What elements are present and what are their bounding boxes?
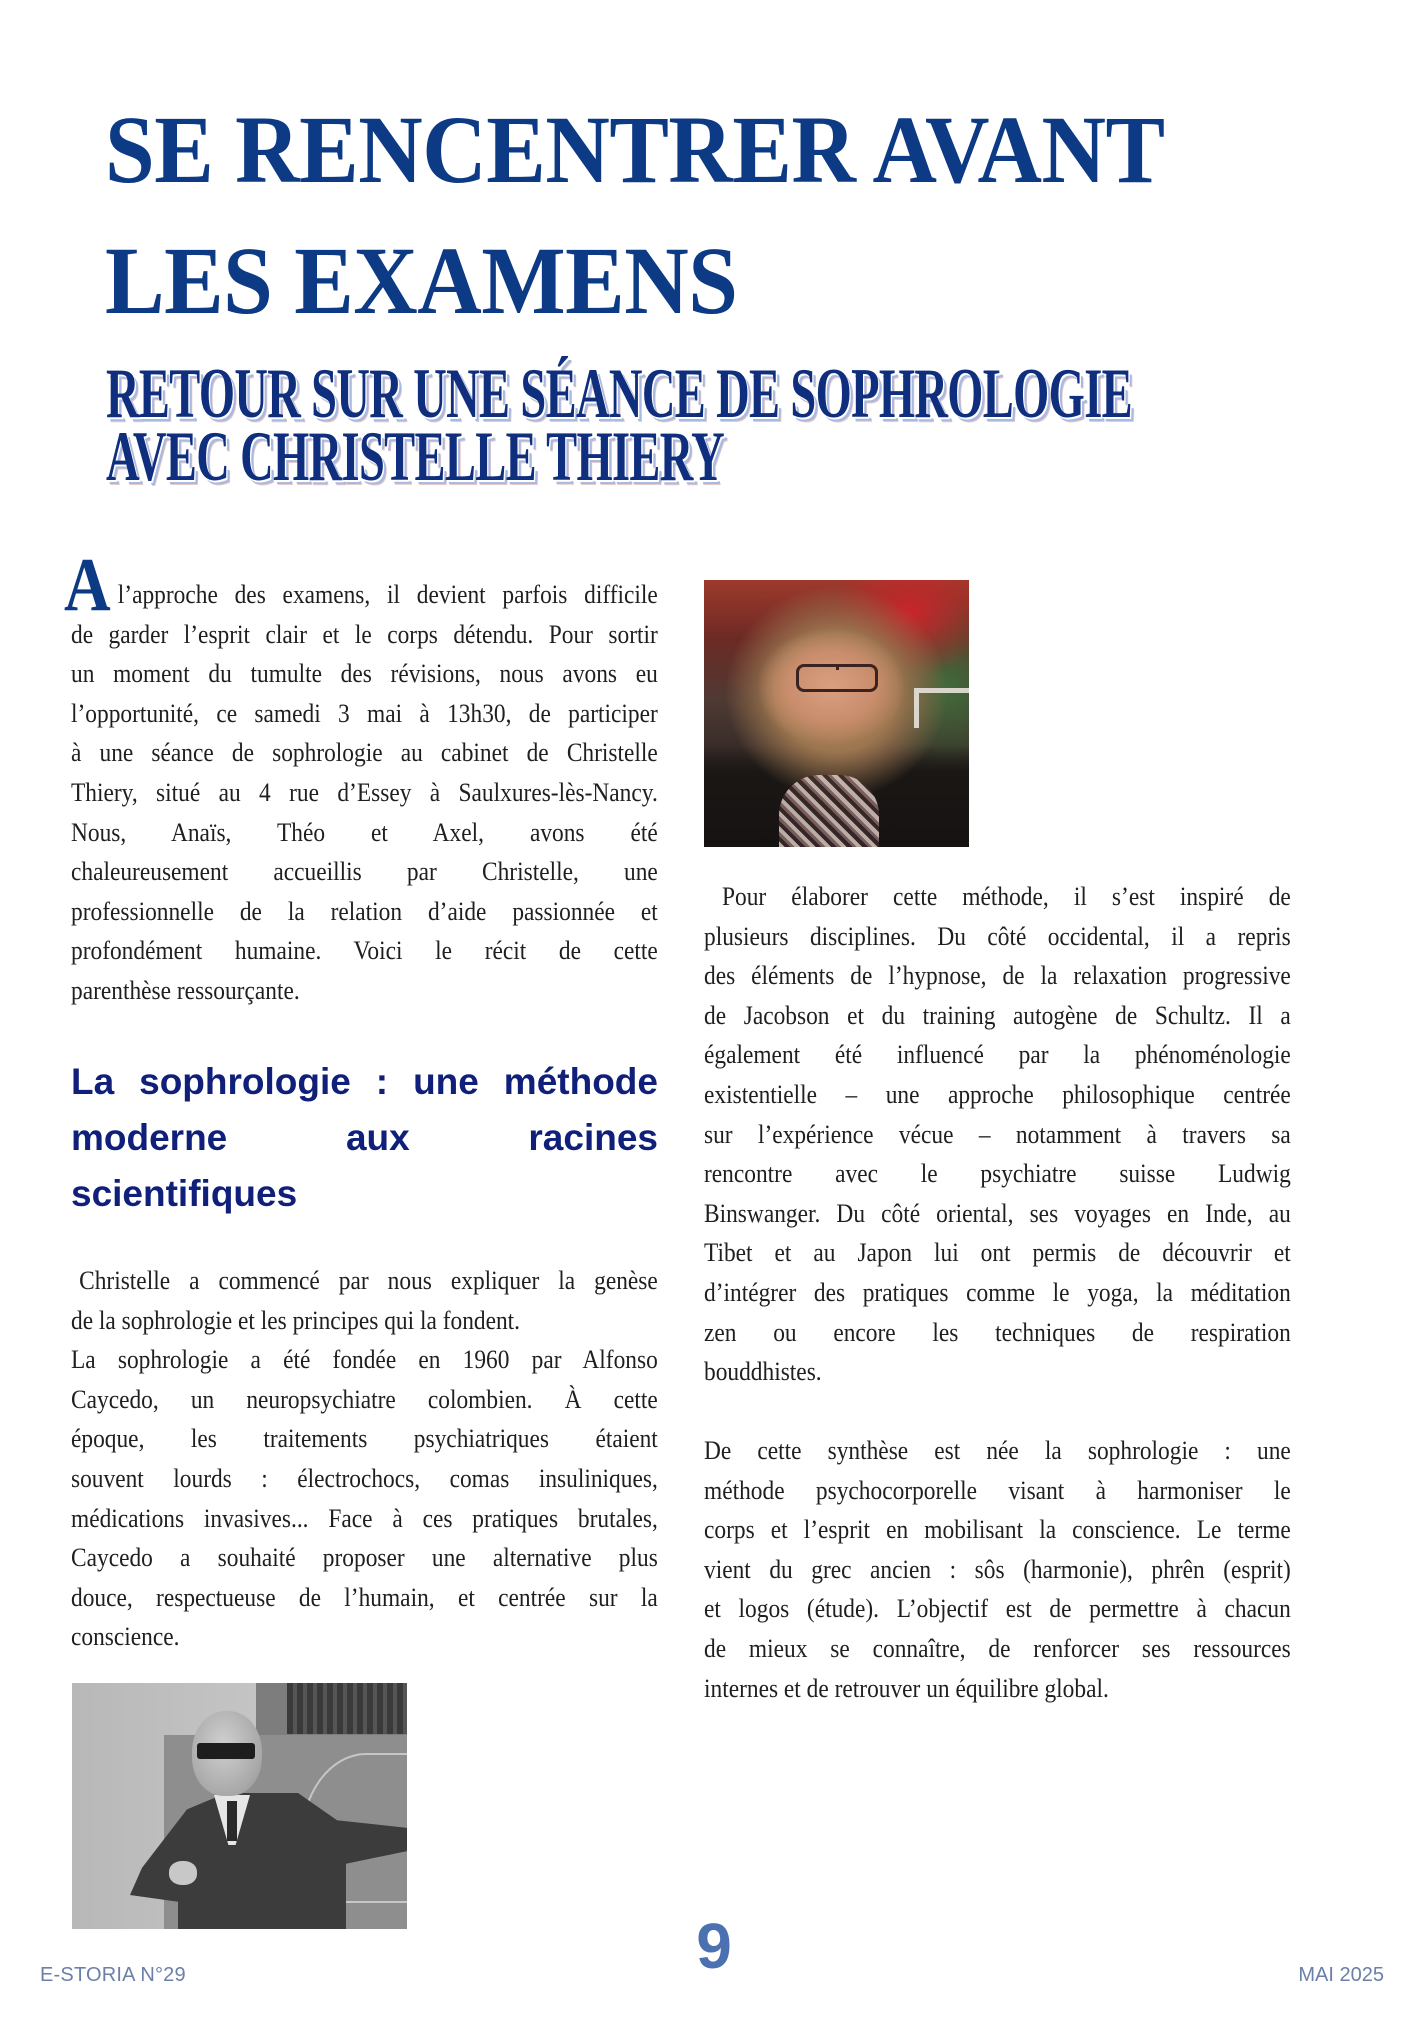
text-line: de mieux se connaître, de renforcer ses ressources (704, 1633, 1291, 1663)
section-heading-line: moderne aux racines (71, 1117, 658, 1158)
photo-glasses (796, 664, 878, 692)
text-line: Tibet et au Japon lui ont permis de découvrir et (704, 1238, 1291, 1268)
text-line: plusieurs disciplines. Du côté occidental, il a repris (704, 921, 1291, 951)
photo-figure-tie (227, 1801, 237, 1841)
text-line: parenthèse ressourçante. (71, 975, 300, 1005)
text-line: Caycedo a souhaité proposer une alternative plus (71, 1543, 658, 1573)
text-line: et logos (étude). L’objectif est de permettre à chacun (704, 1594, 1291, 1624)
photo-blouse (779, 775, 879, 847)
text-line: Binswanger. Du côté oriental, ses voyages en Inde, au (704, 1198, 1291, 1228)
text-line: De cette synthèse est née la sophrologie : une (704, 1436, 1291, 1465)
photo-figure-glasses (197, 1743, 255, 1759)
article-title-line: LES EXAMENS (105, 227, 738, 334)
drop-cap: A (64, 543, 111, 627)
text-line: profondément humaine. Voici le récit de cette (71, 936, 658, 966)
text-line: à une séance de sophrologie au cabinet de Christelle (71, 738, 658, 768)
text-line: rencontre avec le psychiatre suisse Ludwig (704, 1159, 1291, 1189)
text-line: méthode psychocorporelle visant à harmoniser le (704, 1475, 1291, 1505)
article-title (105, 84, 1165, 346)
article-subtitle-line: AVEC CHRISTELLE THIERY (106, 418, 725, 496)
section-heading-line: La sophrologie : une méthode (71, 1061, 658, 1102)
text-line: existentielle – une approche philosophique centrée (704, 1079, 1291, 1109)
page-number: 9 (696, 1910, 732, 1982)
text-line: d’intégrer des pratiques comme le yoga, la méditation (704, 1277, 1291, 1307)
article-subtitle (106, 355, 1133, 496)
text-line: bouddhistes. (704, 1357, 822, 1387)
text-line: Nous, Anaïs, Théo et Axel, avons été (71, 817, 658, 847)
text-line: internes et de retrouver un équilibre global. (704, 1673, 1109, 1703)
history-paragraph (71, 1261, 658, 1657)
text-line: également été influencé par la phénoménologie (704, 1040, 1291, 1070)
text-line: Pour élaborer cette méthode, il s’est inspiré de (722, 882, 1291, 911)
text-line: de garder l’esprit clair et le corps détendu. Pour sortir (71, 619, 658, 649)
text-line: conscience. (71, 1622, 180, 1652)
text-line: Caycedo, un neuropsychiatre colombien. À cette (71, 1384, 658, 1414)
text-line: souvent lourds : électrochocs, comas insuliniques, (71, 1463, 658, 1493)
text-line: époque, les traitements psychiatriques étaient (71, 1424, 658, 1454)
text-line: l’approche des examens, il devient parfois difficile (117, 580, 658, 609)
text-line: l’opportunité, ce samedi 3 mai à 13h30, de participer (71, 698, 658, 728)
section-heading (71, 1054, 658, 1222)
text-line: professionnelle de la relation d’aide passionnée et (71, 896, 658, 926)
text-line: Thiery, situé au 4 rue d’Essey à Saulxures-lès-Nancy. (71, 777, 658, 807)
text-line: sur l’expérience vécue – notamment à travers sa (704, 1119, 1291, 1149)
text-line: vient du grec ancien : sôs (harmonie), phrên (esprit) (704, 1554, 1291, 1584)
text-line: un moment du tumulte des révisions, nous avons eu (71, 659, 658, 689)
issue-date: MAI 2025 (1298, 1964, 1384, 1986)
text-line: chaleureusement accueillis par Christelle, une (71, 857, 658, 887)
photo-figure-hand (169, 1861, 197, 1885)
article-subtitle-line: RETOUR SUR UNE SÉANCE DE SOPHROLOGIE (106, 355, 1133, 433)
definition-paragraph (704, 1431, 1291, 1708)
historical-photo (72, 1683, 407, 1929)
text-line: corps et l’esprit en mobilisant la conscience. Le terme (704, 1515, 1291, 1545)
intro-paragraph (71, 575, 658, 1011)
portrait-photo (704, 580, 969, 847)
photo-curtain (287, 1683, 407, 1734)
text-line: zen ou encore les techniques de respiration (704, 1317, 1291, 1347)
text-line: des éléments de l’hypnose, de la relaxation progressive (704, 961, 1291, 991)
text-line: de Jacobson et du training autogène de Schultz. Il a (704, 1000, 1291, 1030)
article-title-line: SE RENCENTRER AVANT (105, 96, 1165, 203)
publication-name: E-STORIA N°29 (40, 1964, 186, 1986)
text-line: de la sophrologie et les principes qui la fondent. (71, 1305, 521, 1335)
text-line: médications invasives... Face à ces pratiques brutales, (71, 1503, 658, 1533)
section-heading-line: scientifiques (71, 1173, 298, 1214)
origins-paragraph (704, 877, 1291, 1392)
text-line: La sophrologie a été fondée en 1960 par Alfonso (71, 1345, 658, 1375)
photo-fence (914, 688, 969, 728)
text-line: Christelle a commencé par nous expliquer la genèse (79, 1266, 658, 1295)
text-line: douce, respectueuse de l’humain, et centrée sur la (71, 1582, 658, 1612)
